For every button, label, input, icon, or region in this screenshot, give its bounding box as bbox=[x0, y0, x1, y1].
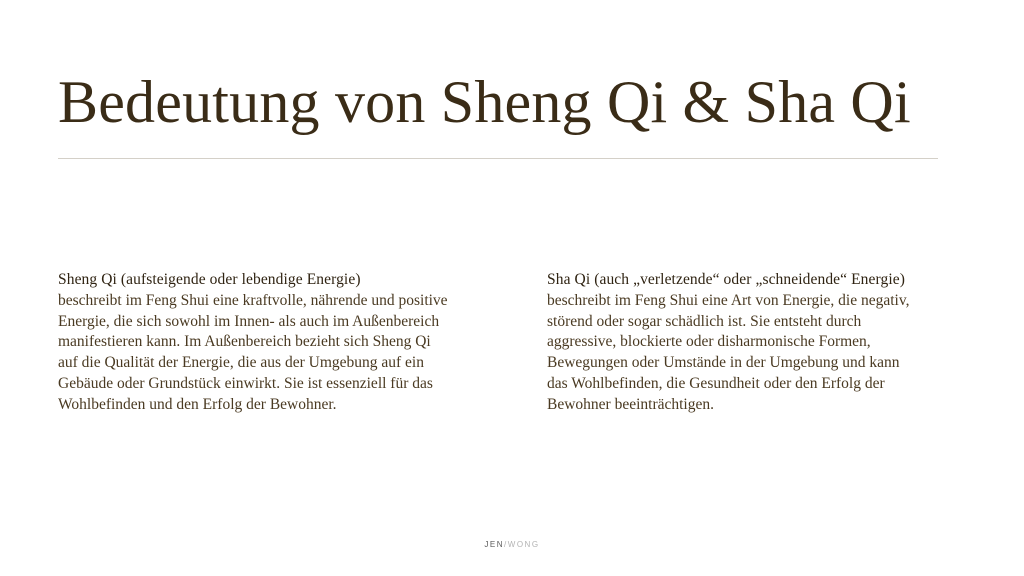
sheng-qi-line: auf die Qualität der Energie, die aus der Umgebung auf ein bbox=[58, 354, 424, 372]
logo-first-name: JEN bbox=[484, 540, 505, 549]
sha-qi-heading: Sha Qi (auch „verletzende“ oder „schneidende“ Energie) bbox=[547, 271, 905, 288]
sheng-qi-heading: Sheng Qi (aufsteigende oder lebendige Energie) bbox=[58, 271, 361, 288]
sha-qi-line: störend oder sogar schädlich ist. Sie entsteht durch bbox=[547, 312, 862, 330]
sheng-qi-section bbox=[58, 270, 488, 416]
sha-qi-line: Bewohner beeinträchtigen. bbox=[547, 395, 714, 413]
sha-qi-line: das Wohlbefinden, die Gesundheit oder den Erfolg der bbox=[547, 374, 885, 392]
brand-logo bbox=[0, 540, 1024, 549]
sheng-qi-line: Gebäude oder Grundstück einwirkt. Sie ist essenziell für das bbox=[58, 374, 433, 392]
sha-qi-line: beschreibt im Feng Shui eine Art von Energie, die negativ, bbox=[547, 291, 910, 309]
logo-slash: / bbox=[504, 540, 508, 549]
logo-last-name: WONG bbox=[507, 540, 540, 549]
sha-qi-section bbox=[547, 270, 947, 416]
sheng-qi-line: Wohlbefinden und den Erfolg der Bewohner. bbox=[58, 395, 337, 413]
sha-qi-line: aggressive, blockierte oder disharmonische Formen, bbox=[547, 333, 871, 351]
sheng-qi-line: manifestieren kann. Im Außenbereich bezieht sich Sheng Qi bbox=[58, 333, 431, 351]
title-divider bbox=[58, 158, 938, 159]
sheng-qi-line: beschreibt im Feng Shui eine kraftvolle, nährende und positive bbox=[58, 291, 448, 309]
sha-qi-line: Bewegungen oder Umstände in der Umgebung und kann bbox=[547, 354, 900, 372]
page-title: Bedeutung von Sheng Qi & Sha Qi bbox=[58, 69, 911, 135]
sheng-qi-line: Energie, die sich sowohl im Innen- als auch im Außenbereich bbox=[58, 312, 440, 330]
